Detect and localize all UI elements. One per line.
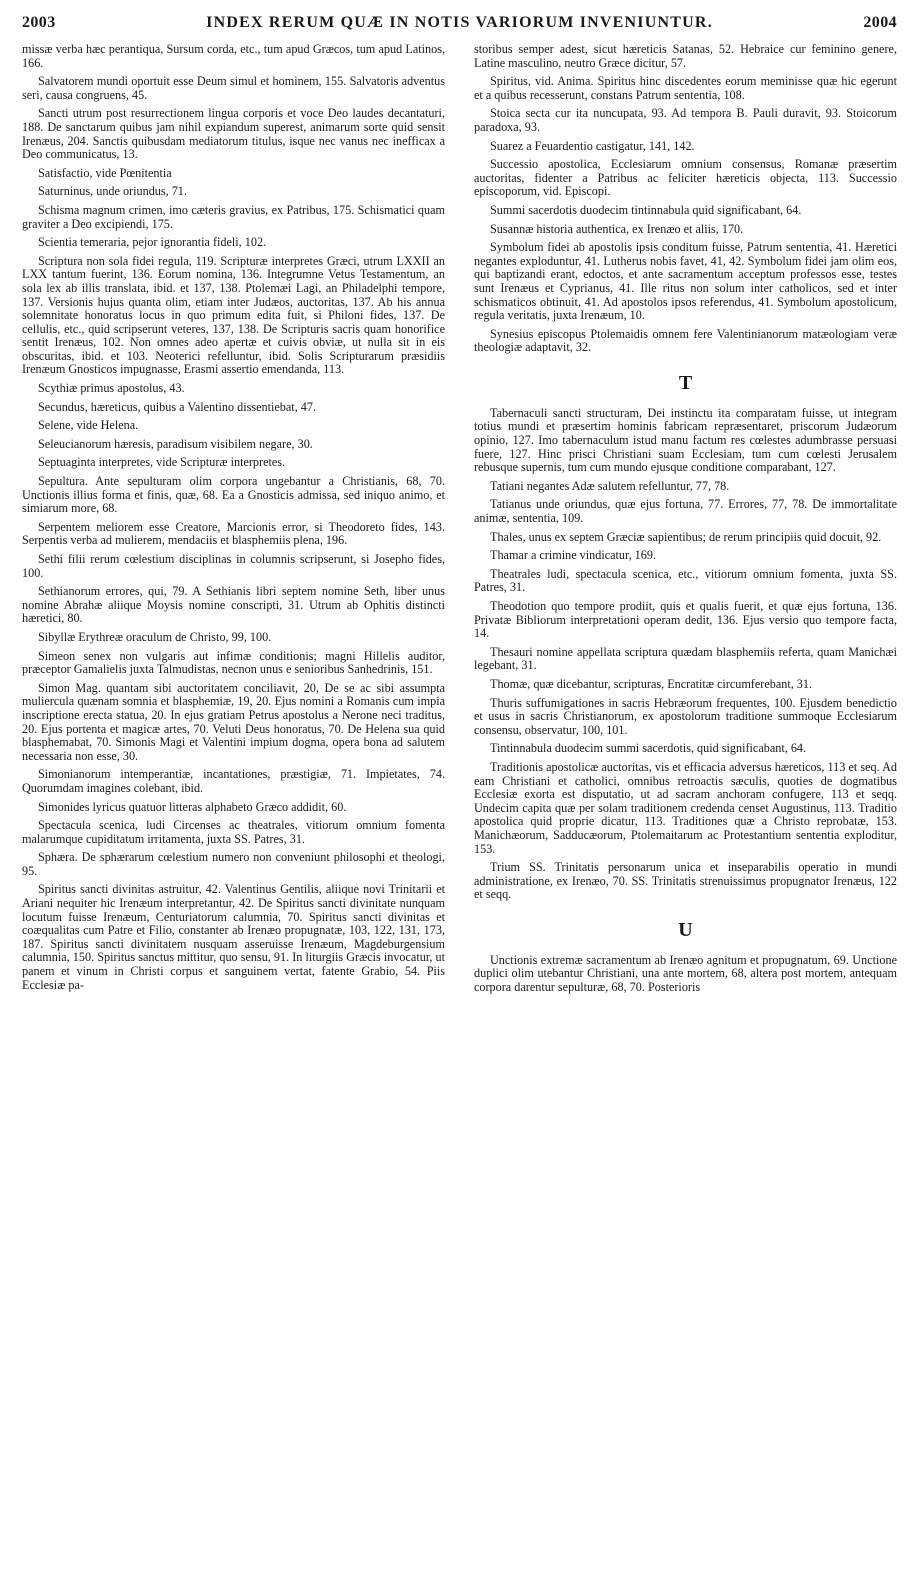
index-entry: Symbolum fidei ab apostolis ipsis conditum fuisse, Patrum sententia, 41. Hæretici negantes exploduntur, 41. Lutherus nobis favet, 41, 42. Symbolum fidei jam olim eos, qui baptizandi erant, edoctos, et ante sacramentum acceptum professos esse, testes sunt Irenæus et Cyprianus, 41. Ille ritus non solum inter catholicos, sed et inter schismaticos obtinuit, 41. Ad apostolos ipsos referendus, 41. Symbolum apostolicum, regula veritatis, juxta Irenæum, 10.: [474, 240, 897, 323]
section-letter-t: T: [678, 371, 693, 394]
index-entry: Seleucianorum hæresis, paradisum visibilem negare, 30.: [38, 436, 313, 451]
index-entry: Traditionis apostolicæ auctoritas, vis et efficacia adversus hæreticos, 113 et seq. Ad eam Christiani et catholici, omnibus retroactis sæculis, quoties de dogmatibus Ecclesiæ exorta est disputatio, ut ad sacram anchoram confugere, 113 et seqq. Undecim capita quæ per solam traditionem credenda censet Augustinus, 113. Traditio apostolica quid proprie dicatur, 113. Traditiones quæ a Christo reprobatæ, 153. Manichæorum, Sadducæorum, Ptolemaitarum ac Protestantium sententia exploditur, 153.: [474, 759, 897, 856]
index-entry: Simonianorum intemperantiæ, incantationes, præstigiæ, 71. Impietates, 74. Quorumdam imagines colebant, ibid.: [22, 767, 445, 795]
index-entry: Saturninus, unde oriundus, 71.: [38, 184, 187, 199]
index-entry: Stoica secta cur ita nuncupata, 93. Ad tempora B. Pauli duravit, 93. Stoicorum paradoxa, 93.: [474, 106, 897, 134]
index-entry: Summi sacerdotis duodecim tintinnabula quid significabant, 64.: [490, 202, 802, 217]
index-entry: Sibyllæ Erythreæ oraculum de Christo, 99, 100.: [38, 629, 272, 644]
index-entry: Simon Mag. quantam sibi auctoritatem conciliavit, 20, De se ac sibi assumpta muliercula quænam somnia et blasphemiæ, 19, 20. Ejus nomini a Romanis cum impia inscriptione erecta statua, 20. In ejus gratiam Petrus apostolus a Nerone neci traditus, 20. Ejus portenta et magicæ artes, 70. Veluti Deus honoratus, 70. De Helena sua quid blasphemabat, 70. Simonis Magi et Valentini impium dogma, opera bona ad salutem necessaria non esse, 30.: [22, 680, 445, 763]
index-entry: Simonides lyricus quatuor litteras alphabeto Græco addidit, 60.: [38, 799, 347, 814]
index-entry: Selene, vide Helena.: [38, 418, 139, 433]
index-entry: Tabernaculi sancti structuram, Dei instinctu ita comparatam fuisse, ut integram totius mundi et præsertim hominis fabricam repræsentaret, priscorum Judæorum opinio, 127. Imo tabernaculum istud manu factum res cœlestes adumbrasse persuasi fuere, 127. Hinc prisci Christiani suam Ecclesiam, tum cum cœlesti Jerusalem rebusque supernis, tum cum mundo ejusque conditione comparabant, 127.: [474, 405, 897, 475]
index-entry: Satisfactio, vide Pœnitentia: [38, 165, 172, 180]
index-entry: Sphæra. De sphærarum cœlestium numero non conveniunt philosophi et theologi, 95.: [22, 850, 445, 878]
page-number-right: 2004: [863, 14, 897, 31]
index-entry: Serpentem meliorem esse Creatore, Marcionis error, si Theodoreto fides, 143. Serpentis verba ad mulierem, mendaciis et blasphemiis plena, 196.: [22, 519, 445, 548]
right-column: [474, 43, 897, 1523]
index-entry: Scriptura non sola fidei regula, 119. Scripturæ interpretes Græci, utrum LXXII an LXX tantum fuerint, 136. Eorum nomina, 136. Integrumne Vetus Testamentum, an sola lex ab illis translata, ibid. et 137, 138. Ptolemæi Lagi, an Philadelphi tempore, 137. Versionis hujus quanta olim, etiam inter Judæos, auctoritas, 137. Ab his annua solemnitate honoratus locus in quo primum edita fuit, si Philoni fides, 137. De cellulis, etc., quid scripserunt veteres, 137, 138. De Scripturis sacris quam honorifice sentit Irenæus, 102. Non omnes adeo apertæ et cuivis obviæ, ut nulla sit in eis obscuritas, ibid. et 103. Neoterici refelluntur, ibid. Solis Scripturarum præsidiis Irenæum Gnosticos impugnasse, Erasmi assertio emendanda, 113.: [22, 253, 445, 377]
index-entry: Suarez a Feuardentio castigatur, 141, 142.: [490, 138, 695, 153]
index-entry: Spiritus sancti divinitas astruitur, 42. Valentinus Gentilis, aliique novi Trinitarii et Ariani nequiter hic Irenæum interpretantur, 42. De Spiritus sancti divinitate nunquam locutum fuisse Irenæum, Centuriatorum calumnia, 70. Spiritus sancti divinitas et coæqualitas cum Patre et Filio, constanter ab Irenæo propugnatæ, 103, 122, 131, 173, 187. Spiritus sancti divinitatem nusquam asseruisse Irenæum, Magdeburgensium calumnia, 150. Spiritus sanctus mittitur, quo sensu, 91. In liturgiis Græcis invocatur, ut panem et vinum in Christi corpus et sanguinem vertat, fatente Grabio, 54. Piis Ecclesiæ pa-: [22, 882, 445, 992]
index-entry: Tatianus unde oriundus, quæ ejus fortuna, 77. Errores, 77, 78. De immortalitate animæ, sententia, 109.: [474, 497, 897, 526]
index-entry: Thales, unus ex septem Græciæ sapientibus; de rerum principiis quid docuit, 92.: [490, 529, 882, 544]
index-entry: storibus semper adest, sicut hæreticis Satanas, 52. Hebraice cur feminino genere, Latine masculino, neutro Græce dicitur, 57.: [474, 43, 897, 70]
section-letter-u: U: [678, 918, 693, 941]
left-column: [22, 43, 445, 1523]
index-entry: Simeon senex non vulgaris aut infimæ conditionis; magni Hillelis auditor, præceptor Gamalielis juxta Talmudistas, necnon unus e senioribus Sanhedrinis, 151.: [22, 648, 445, 677]
index-entry: missæ verba hæc perantiqua, Sursum corda, etc., tum apud Græcos, tum apud Latinos, 166.: [22, 43, 445, 70]
index-entry: Tintinnabula duodecim summi sacerdotis, quid significabant, 64.: [490, 741, 807, 756]
index-entry: Schisma magnum crimen, imo cæteris gravius, ex Patribus, 175. Schismatici quam graviter a Deo excipiendi, 175.: [22, 202, 445, 231]
index-entry: Spectacula scenica, ludi Circenses ac theatrales, vitiorum omnium fomenta malarumque cupiditatum irritamenta, juxta SS. Patres, 31.: [22, 818, 445, 846]
index-entry: Trium SS. Trinitatis personarum unica et inseparabilis operatio in mundi administratione, ex Irenæo, 70. SS. Trinitatis strenuissimus propugnator Irenæus, 122 et seqq.: [474, 860, 897, 902]
page-number-left: 2003: [22, 14, 56, 31]
index-entry: Successio apostolica, Ecclesiarum omnium consensus, Romanæ præsertim auctoritas, fidenter a Patribus ac feliciter hæreticis objecta, 113. Successio episcoporum, vid. Episcopi.: [474, 157, 897, 199]
index-entry: Secundus, hæreticus, quibus a Valentino dissentiebat, 47.: [38, 399, 317, 414]
index-entry: Sepultura. Ante sepulturam olim corpora ungebantur a Christianis, 68, 70. Unctionis illius forma et finis, quæ, 68. Ea a Gnosticis admissa, sed iniquo animo, et simiarum more, 68.: [22, 474, 445, 516]
index-entry: Theatrales ludi, spectacula scenica, etc., vitiorum omnium fomenta, juxta SS. Patres, 31.: [474, 566, 897, 595]
index-entry: Theodotion quo tempore prodiit, quis et qualis fuerit, et quæ ejus fortuna, 136. Privatæ Bibliorum interpretationi operam dedit, 136. Ejus versio quo tempore facta, 14.: [474, 599, 897, 641]
page-header: [22, 14, 897, 36]
index-entry: Tatiani negantes Adæ salutem refelluntur, 77, 78.: [490, 478, 730, 493]
index-entry: Salvatorem mundi oportuit esse Deum simul et hominem, 155. Salvatoris adventus seri, causa congruens, 45.: [22, 74, 445, 102]
index-entry: Unctionis extremæ sacramentum ab Irenæo agnitum et propugnatum, 69. Unctione duplici olim utebantur Christiani, una ante mortem, 68, altera post mortem, antequam corpora darentur sepulturæ, 68, 70. Posterioris: [474, 952, 897, 995]
index-entry: Scientia temeraria, pejor ignorantia fideli, 102.: [38, 235, 267, 250]
index-entry: Thomæ, quæ dicebantur, scripturas, Encratitæ circumferebant, 31.: [490, 676, 813, 691]
index-entry: Sethianorum errores, qui, 79. A Sethianis libri septem nomine Seth, liber unus nomine Abrahæ aliique Moysis nomine conscripti, 31. Utrum ab Ophitis distincti hæretici, 80.: [22, 584, 445, 626]
index-entry: Spiritus, vid. Anima. Spiritus hinc discedentes eorum meminisse quæ hic egerunt et a quibus recesserunt, constans Patrum sententia, 108.: [474, 74, 897, 102]
index-entry: Sethi filii rerum cœlestium disciplinas in columnis scripserunt, si Josepho fides, 100.: [22, 552, 445, 580]
running-title: INDEX RERUM QUÆ IN NOTIS VARIORUM INVENIUNTUR.: [206, 14, 713, 31]
index-entry: Thuris suffumigationes in sacris Hebræorum frequentes, 100. Ejusdem benedictio et usus in sacris Christianorum, ex apostolorum traditione summoque Ecclesiarum consensu, observatur, 100, 101.: [474, 695, 897, 737]
index-entry: Susannæ historia authentica, ex Irenæo et aliis, 170.: [490, 221, 744, 236]
index-entry: Sancti utrum post resurrectionem lingua corporis et voce Deo laudes decantaturi, 188. De sanctarum quibus jam nihil expiandum superest, animarum sorte quid sensit Irenæus, 204. Sanctis quibusdam mediatorum titulus, isque nec vanus nec inefficax a Deo communicatus, 13.: [22, 106, 445, 162]
index-entry: Thamar a crimine vindicatur, 169.: [490, 548, 657, 563]
index-entry: Synesius episcopus Ptolemaidis omnem fere Valentinianorum matæologiam veræ theologiæ adaptavit, 32.: [474, 326, 897, 355]
index-entry: Thesauri nomine appellata scriptura quædam blasphemiis referta, quam Manichæi legebant, 31.: [474, 644, 897, 673]
index-entry: Septuaginta interpretes, vide Scripturæ interpretes.: [38, 455, 286, 470]
index-entry: Scythiæ primus apostolus, 43.: [38, 381, 185, 396]
